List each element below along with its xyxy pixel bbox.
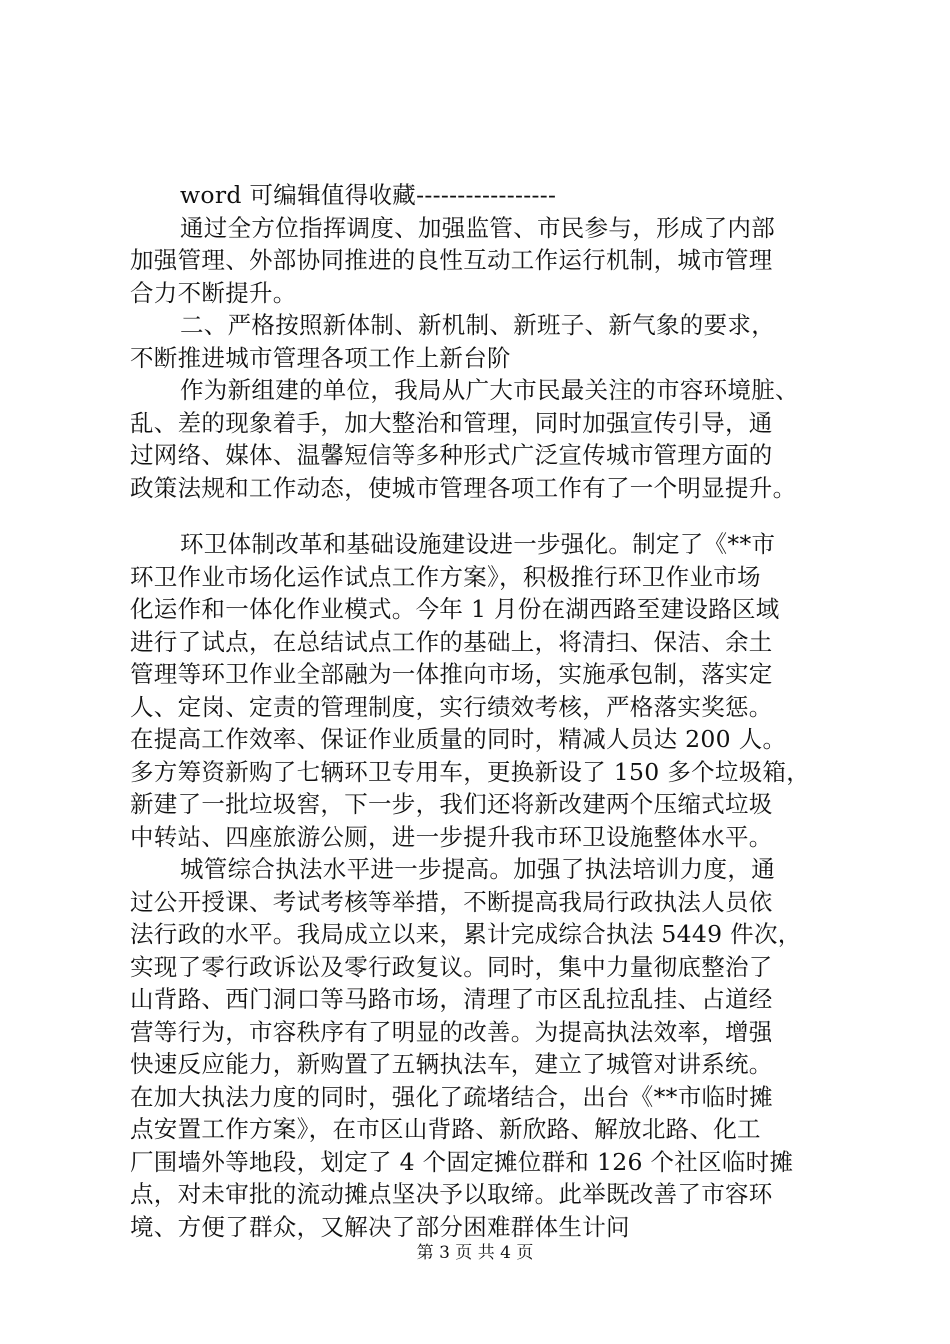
paragraph-line: 快速反应能力，新购置了五辆执法车，建立了城管对讲系统。 [130, 1050, 773, 1078]
paragraph-line: 过网络、媒体、温馨短信等多种形式广泛宣传城市管理方面的 [130, 441, 773, 469]
paragraph-line: 化运作和一体化作业模式。今年 1 月份在湖西路至建设路区域 [130, 595, 780, 623]
paragraph-gap [130, 504, 830, 528]
paragraph-line: 营等行为，市容秩序有了明显的改善。为提高执法效率，增强 [130, 1017, 773, 1046]
paragraph-line: 环卫体制改革和基础设施建设进一步强化。制定了《**市 [180, 530, 776, 558]
paragraph-4 [130, 528, 830, 853]
paragraph-line: 通过全方位指挥调度、加强监管、市民参与，形成了内部 [180, 213, 775, 242]
page-footer: 第 3 页 共 4 页 [416, 1243, 534, 1263]
paragraph-line: 乱、差的现象着手，加大整治和管理，同时加强宣传引导，通 [130, 408, 773, 437]
paragraph-line: 多方筹资新购了七辆环卫专用车，更换新设了 150 多个垃圾箱， [130, 757, 811, 786]
paragraph-3 [130, 374, 830, 504]
paragraph-line: 法行政的水平。我局成立以来，累计完成综合执法 5449 件次， [130, 920, 802, 948]
paragraph-line: 山背路、西门洞口等马路市场，清理了市区乱拉乱挂、占道经 [130, 985, 773, 1013]
paragraph-line: 中转站、四座旅游公厕，进一步提升我市环卫设施整体水平。 [130, 822, 773, 851]
paragraph-line: 环卫作业市场化运作试点工作方案》，积极推行环卫作业市场 [130, 562, 761, 591]
paragraph-line: 厂围墙外等地段，划定了 4 个固定摊位群和 126 个社区临时摊 [130, 1147, 794, 1176]
paragraph-line: 管理等环卫作业全部融为一体推向市场，实施承包制，落实定 [130, 660, 773, 688]
section-heading-2 [130, 309, 830, 374]
paragraph-line: 人、定岗、定责的管理制度，实行绩效考核，严格落实奖惩。 [130, 692, 773, 721]
paragraph-line: 在加大执法力度的同时，强化了疏堵结合，出台《**市临时摊 [130, 1082, 773, 1111]
paragraph-line: 点，对未审批的流动摊点坚决予以取缔。此举既改善了市容环 [130, 1180, 773, 1208]
header-line: word 可编辑值得收藏----------------- [180, 181, 557, 209]
paragraph-line: 加强管理、外部协同推进的良性互动工作运行机制，城市管理 [130, 246, 773, 274]
paragraph-line: 境、方便了群众，又解决了部分困难群体生计问 [130, 1212, 630, 1241]
document-body [130, 179, 830, 1243]
paragraph-line: 作为新组建的单位，我局从广大市民最关注的市容环境脏、 [180, 376, 799, 404]
heading-line: 二、严格按照新体制、新机制、新班子、新气象的要求， [180, 311, 775, 339]
paragraph-line: 在提高工作效率、保证作业质量的同时，精减人员达 200 人。 [130, 725, 787, 753]
paragraph-line: 过公开授课、考试考核等举措，不断提高我局行政执法人员依 [130, 887, 773, 916]
paragraph-line: 进行了试点，在总结试点工作的基础上，将清扫、保洁、余土 [130, 627, 773, 656]
paragraph-line: 合力不断提升。 [130, 278, 297, 307]
paragraph-5 [130, 853, 830, 1243]
paragraph-line: 新建了一批垃圾窖，下一步，我们还将新改建两个压缩式垃圾 [130, 790, 773, 818]
heading-line: 不断推进城市管理各项工作上新台阶 [130, 343, 511, 372]
paragraph-line: 实现了零行政诉讼及零行政复议。同时，集中力量彻底整治了 [130, 952, 773, 981]
paragraph-line: 城管综合执法水平进一步提高。加强了执法培训力度，通 [180, 855, 775, 883]
paragraph-line: 点安置工作方案》，在市区山背路、新欣路、解放北路、化工 [130, 1115, 761, 1143]
paragraph-line: 政策法规和工作动态，使城市管理各项工作有了一个明显提升。 [130, 473, 797, 502]
paragraph-1 [130, 212, 830, 310]
